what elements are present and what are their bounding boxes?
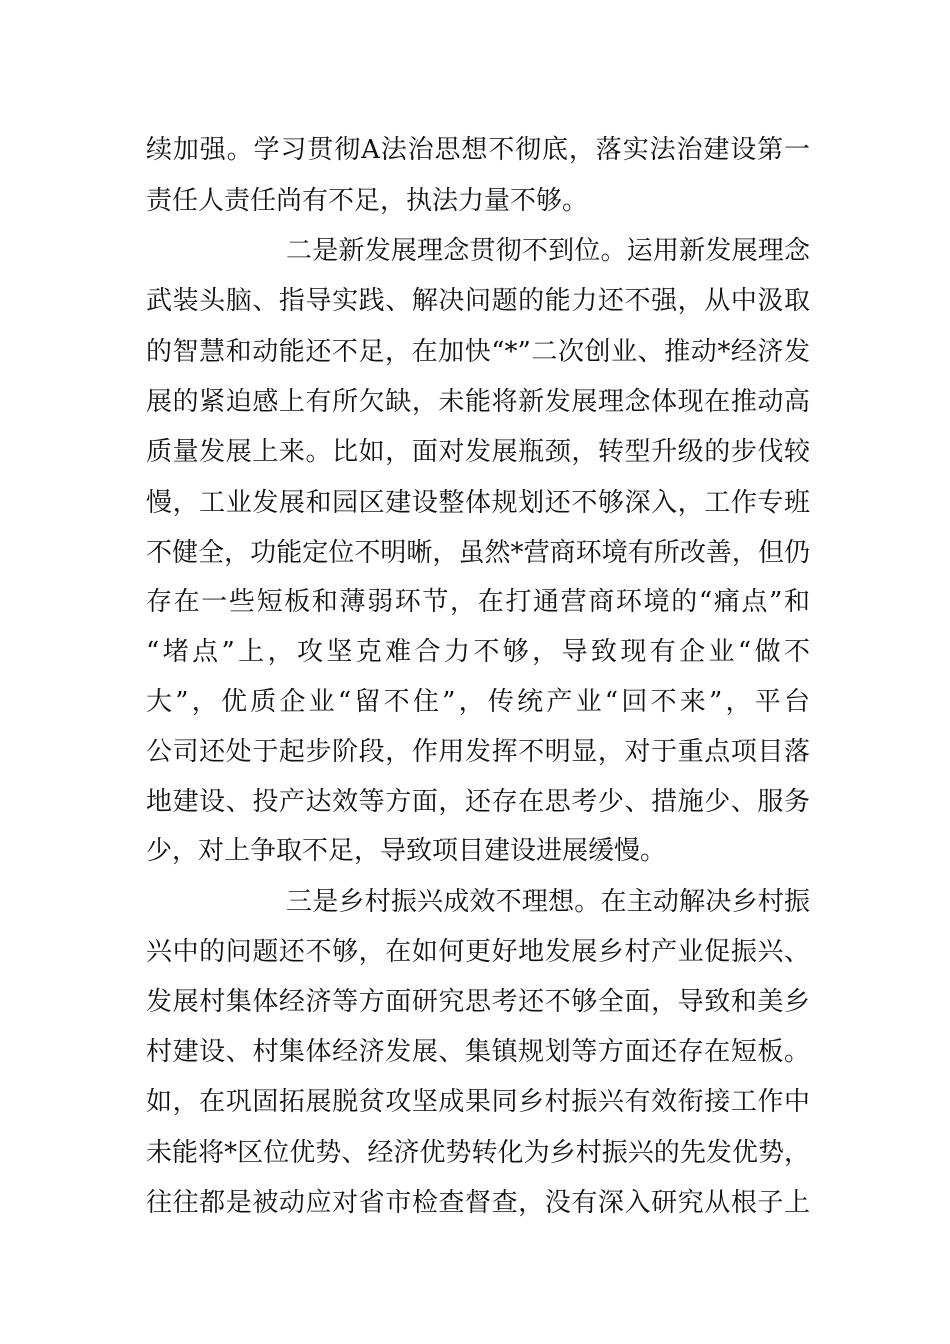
text-line: 二是新发展理念贯彻不到位。运用新发展理念	[286, 236, 810, 266]
text-line: 未能将*区位优势、经济优势转化为乡村振兴的先发优势，	[146, 1138, 810, 1168]
text-line: 如，在巩固拓展脱贫攻坚成果同乡村振兴有效衔接工作中	[146, 1087, 810, 1117]
text-line: “堵点”上，攻坚克难合力不够，导致现有企业“做不	[146, 637, 810, 667]
text-line: 兴中的问题还不够，在如何更好地发展乡村产业促振兴、	[146, 937, 810, 967]
text-line: 往往都是被动应对省市检查督查，没有深入研究从根子上	[146, 1188, 810, 1218]
text-line: 发展村集体经济等方面研究思考还不够全面，导致和美乡	[146, 987, 810, 1017]
text-line: 村建设、村集体经济发展、集镇规划等方面还存在短板。	[146, 1037, 810, 1067]
text-line: 地建设、投产达效等方面，还存在思考少、措施少、服务	[146, 787, 810, 817]
text-line: 慢，工业发展和园区建设整体规划还不够深入，工作专班	[146, 488, 810, 518]
text-line: 续加强。学习贯彻A法治思想不彻底，落实法治建设第一	[146, 135, 810, 165]
text-line: 质量发展上来。比如，面对发展瓶颈，转型升级的步伐较	[146, 437, 810, 467]
text-line: 少，对上争取不足，导致项目建设进展缓慢。	[146, 836, 667, 866]
text-line: 的智慧和动能还不足，在加快“*”二次创业、推动*经济发	[146, 337, 810, 367]
text-line: 大”，优质企业“留不住”，传统产业“回不来”，平台	[146, 687, 810, 717]
text-line: 武装头脑、指导实践、解决问题的能力还不强，从中汲取	[146, 286, 810, 316]
text-line: 三是乡村振兴成效不理想。在主动解决乡村振	[286, 887, 810, 917]
text-line: 展的紧迫感上有所欠缺，未能将新发展理念体现在推动高	[146, 387, 810, 417]
text-line: 责任人责任尚有不足，执法力量不够。	[146, 186, 589, 216]
text-line: 公司还处于起步阶段，作用发挥不明显，对于重点项目落	[146, 737, 810, 767]
text-line: 不健全，功能定位不明晰，虽然*营商环境有所改善，但仍	[146, 538, 810, 568]
text-line: 存在一些短板和薄弱环节，在打通营商环境的“痛点”和	[146, 587, 810, 617]
